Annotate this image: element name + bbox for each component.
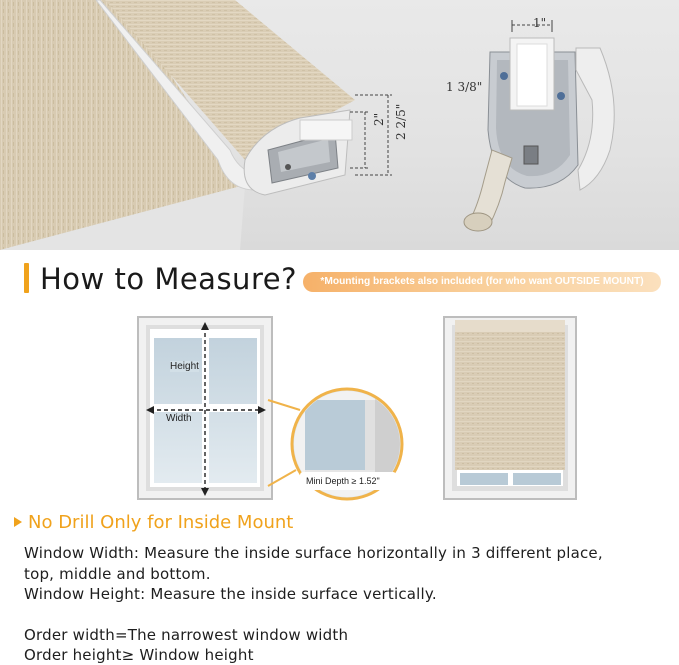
dim-roller-height: 2" [372, 112, 386, 126]
mounting-note-badge: *Mounting brackets also included (for who want OUTSIDE MOUNT) [303, 272, 661, 292]
depth-zoom-illustration [268, 389, 405, 505]
order-width-line: Order width=The narrowest window width [24, 626, 349, 644]
instruction-line: Window Width: Measure the inside surface horizontally in 3 different place, [24, 544, 603, 562]
dim-top-width: 1" [533, 16, 547, 30]
width-label: Width [166, 413, 192, 424]
bracket-illustration [464, 20, 614, 231]
window-measure-illustration [138, 317, 272, 499]
dim-roller-overall: 2 2/5" [394, 103, 408, 140]
dim-side-height: 1 3/8" [446, 80, 483, 94]
roller-shade-illustration [0, 0, 679, 250]
min-depth-label: Mini Depth ≥ 1.52" [306, 476, 380, 486]
heading-accent-bar [24, 263, 29, 293]
order-height-line: Order height≥ Window height [24, 646, 254, 664]
section-subtitle: No Drill Only for Inside Mount [28, 512, 294, 533]
height-label: Height [170, 361, 199, 372]
shade-installed-illustration [444, 317, 576, 499]
measure-diagram [0, 300, 679, 510]
play-arrow-icon [14, 517, 22, 527]
instruction-line: top, middle and bottom. [24, 565, 211, 583]
page-title: How to Measure? [40, 262, 297, 296]
instruction-line: Window Height: Measure the inside surface vertically. [24, 585, 437, 603]
product-photo [0, 0, 679, 250]
